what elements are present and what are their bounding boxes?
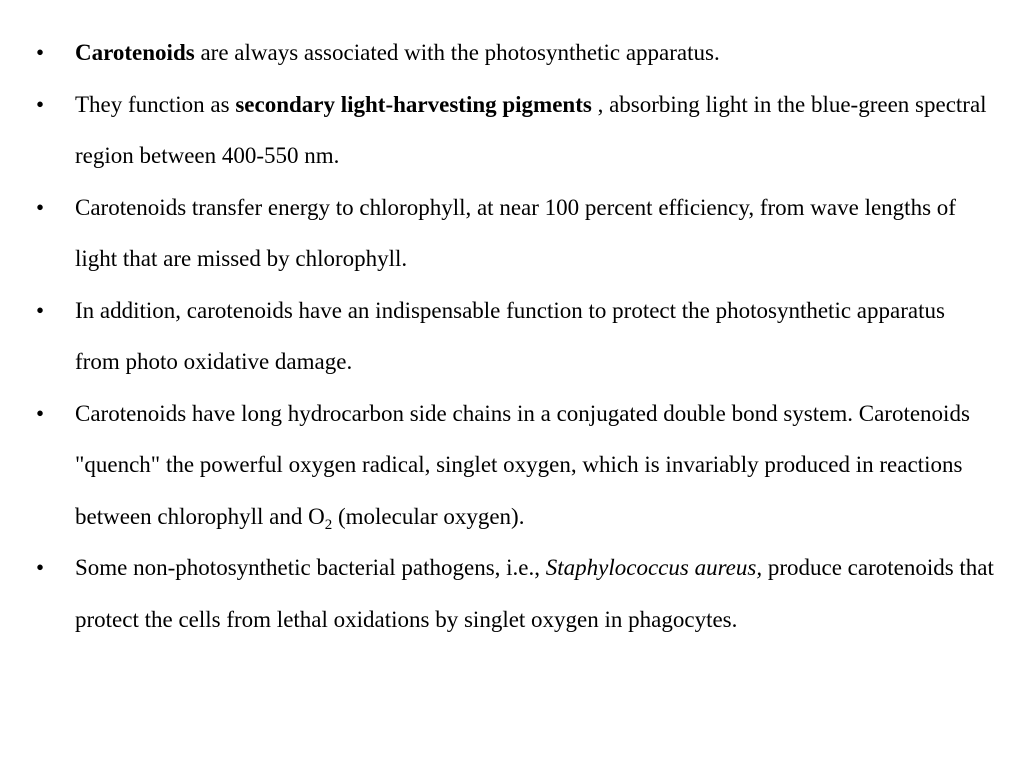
bullet-icon: • — [36, 297, 45, 323]
bullet-text: They function as — [75, 91, 236, 117]
bullet-icon: • — [36, 194, 45, 220]
bullet-icon: • — [36, 400, 45, 426]
bullet-text: produce carotenoids that protect the cells from lethal oxidations by singlet oxygen in phagocytes. — [75, 555, 994, 632]
bullet-icon: • — [36, 40, 45, 65]
bullet-text: Carotenoids transfer energy to chlorophyll, at near 100 percent efficiency, from wave lengths of light that are missed by chlorophyll. — [75, 194, 956, 271]
bold-term: Carotenoids — [75, 40, 195, 65]
bullet-icon: • — [36, 91, 45, 117]
bullet-text: Some non-photosynthetic bacterial pathogens, i.e., — [75, 555, 546, 580]
bullet-text: In addition, carotenoids have an indispensable function to protect the photosynthetic apparatus from photo oxidative damage. — [75, 297, 945, 374]
bullet-text: (molecular oxygen). — [332, 503, 525, 529]
bullet-icon: • — [36, 555, 45, 580]
bullet-item-2 — [36, 79, 994, 182]
bullet-item-3 — [36, 182, 994, 285]
subscript: 2 — [324, 516, 333, 533]
bullet-item-1 — [36, 27, 994, 79]
bold-term: secondary light-harvesting pigments — [235, 91, 592, 117]
bullet-text: are always associated with the photosynthetic apparatus. — [194, 40, 720, 65]
bullet-item-6 — [36, 542, 994, 645]
bullet-item-4 — [36, 285, 994, 388]
italic-term: Staphylococcus aureus, — [545, 555, 763, 580]
bullet-text: , absorbing light in the blue-green spectral region between 400-550 nm. — [75, 91, 987, 168]
bullet-item-5 — [36, 388, 994, 543]
bullet-list — [36, 27, 994, 645]
bullet-text: Carotenoids have long hydrocarbon side chains in a conjugated double bond system. Carotenoids "quench" the powerful oxygen radical, singlet oxygen, which is invariably produced in reactions between chlorophyll and O — [75, 400, 970, 529]
